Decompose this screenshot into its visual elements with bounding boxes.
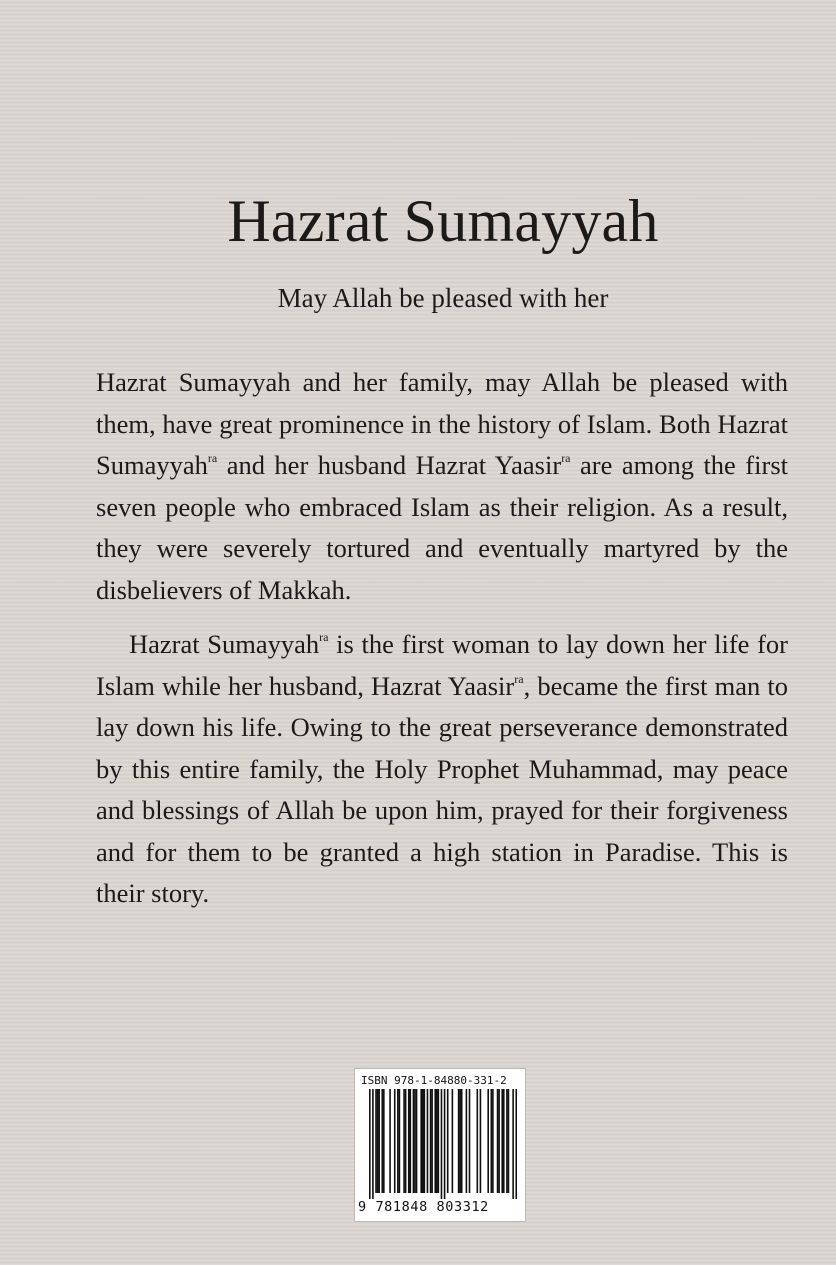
barcode-bar: [458, 1089, 460, 1193]
barcode-bar: [420, 1089, 422, 1193]
barcode-bar: [431, 1089, 433, 1193]
barcode-bar: [430, 1089, 432, 1193]
barcode-bar: [422, 1089, 424, 1193]
barcode-bar: [424, 1089, 426, 1193]
barcode-bar: [416, 1089, 418, 1193]
barcode-bar: [476, 1089, 478, 1193]
barcode-bar: [444, 1089, 446, 1199]
barcode-bar: [410, 1089, 412, 1193]
barcode-bar: [498, 1089, 500, 1193]
barcode-bar: [459, 1089, 461, 1193]
barcode-bar: [434, 1089, 436, 1193]
blurb-text-run: Hazrat Sumayyah: [129, 629, 320, 659]
barcode-bar: [491, 1089, 493, 1193]
barcode-bar: [466, 1089, 468, 1193]
barcode-bar: [414, 1089, 416, 1193]
isbn-label: ISBN 978-1-84880-331-2: [361, 1074, 507, 1087]
honorific-superscript: ra: [561, 451, 571, 465]
barcode-bar: [375, 1089, 377, 1193]
barcode-bar: [503, 1089, 505, 1193]
barcode-bar: [438, 1089, 440, 1193]
barcode-bar: [506, 1089, 508, 1193]
barcode-bar: [461, 1089, 463, 1193]
barcode-bar: [512, 1089, 514, 1199]
barcode-bar: [397, 1089, 399, 1193]
honorific-superscript: ra: [514, 671, 524, 686]
barcode-bar: [389, 1089, 391, 1193]
barcode-bar: [378, 1089, 380, 1193]
barcode-bar: [372, 1089, 374, 1199]
honorific-superscript: ra: [319, 630, 329, 644]
isbn-barcode: [354, 1068, 526, 1222]
blurb-text-run: are among the first seven people who embraced Islam as their religion. As a result, they were severely tortured and eventually martyred by the disbelievers of Makkah.: [96, 450, 788, 605]
blurb-text: [96, 362, 788, 915]
barcode-bar: [480, 1089, 482, 1193]
barcode-bar: [377, 1089, 379, 1193]
barcode-bar: [383, 1089, 385, 1193]
barcode-bar: [441, 1089, 443, 1199]
barcode-bar: [452, 1089, 454, 1193]
blurb-text-run: and her husband Hazrat Yaasir: [217, 450, 562, 480]
honorific-superscript: ra: [207, 451, 218, 465]
blurb-text-run: is the first woman to lay down her life for Islam while her husband, Hazrat Yaasir: [96, 629, 788, 701]
barcode-bar: [492, 1089, 494, 1193]
barcode-bar: [403, 1089, 405, 1193]
blurb-text-run: , became the first man to lay down his life. Owing to the great perseverance demonstrated by this entire family, the Holy Prophet Muhammad, may peace and blessings of Allah be upon him, prayed for their forgiveness and for them to be granted a high station in Paradise. This is their story.: [96, 670, 788, 908]
barcode-bars: [369, 1089, 517, 1199]
barcode-bar: [399, 1089, 401, 1193]
barcode-bar: [369, 1089, 371, 1199]
blurb-paragraph: [96, 624, 788, 915]
barcode-bar: [405, 1089, 407, 1193]
book-title: Hazrat Sumayyah: [227, 188, 659, 254]
barcode-bar: [508, 1089, 510, 1193]
barcode-bar: [427, 1089, 429, 1193]
barcode-bar: [515, 1089, 517, 1199]
barcode-bar: [469, 1089, 471, 1193]
ean-digits: 9 781848 803312: [358, 1199, 489, 1215]
barcode-bar: [501, 1089, 503, 1193]
barcode-bar: [413, 1089, 415, 1193]
barcode-bar: [447, 1089, 449, 1193]
barcode-bar: [408, 1089, 410, 1193]
blurb-text-run: Hazrat Sumayyah and her family, may Allah be pleased with them, have great prominence in the history of Islam. Both Hazrat Sumayyah: [96, 367, 788, 480]
book-subtitle: May Allah be pleased with her: [277, 283, 609, 313]
barcode-bar: [487, 1089, 489, 1193]
blurb-paragraph: [96, 362, 788, 611]
barcode-bar: [436, 1089, 438, 1193]
barcode-bar: [381, 1089, 383, 1193]
barcode-bar: [394, 1089, 396, 1193]
barcode-bar: [497, 1089, 499, 1193]
